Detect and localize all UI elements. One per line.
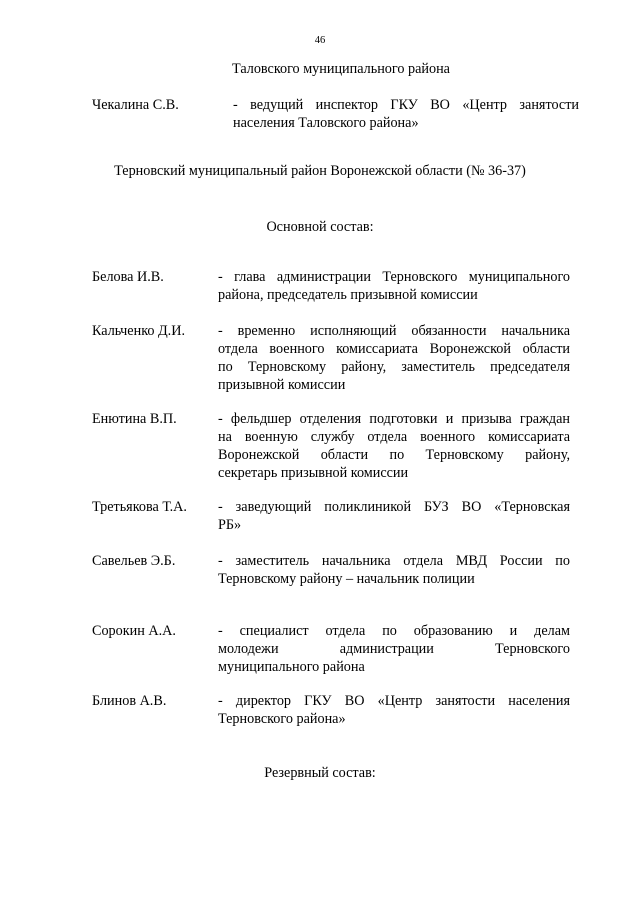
description-line: - директор ГКУ ВО «Центр занятости населения: [218, 693, 570, 709]
description-line: Терновского района»: [218, 711, 346, 727]
member-name: Третьякова Т.А.: [92, 499, 187, 515]
member-description: [218, 498, 570, 534]
district-heading: Терновский муниципальный район Воронежской области (№ 36-37): [114, 163, 526, 179]
description-line: призывной комиссии: [218, 377, 346, 393]
description-line: муниципального района: [218, 659, 365, 675]
description-line: населения Таловского района»: [233, 115, 419, 131]
member-description: [218, 410, 570, 482]
member-name: Савельев Э.Б.: [92, 553, 176, 569]
member-name: Енютина В.П.: [92, 411, 177, 427]
description-line: Терновскому району – начальник полиции: [218, 571, 475, 587]
description-line: молодежи администрации Терновского: [218, 641, 570, 657]
page-number: 46: [314, 35, 326, 46]
member-name: Чекалина С.В.: [92, 97, 179, 113]
member-description: [218, 552, 570, 588]
member-name: Сорокин А.А.: [92, 623, 176, 639]
description-line: - фельдшер отделения подготовки и призыва граждан: [218, 411, 570, 427]
description-line: - специалист отдела по образованию и делам: [218, 623, 570, 639]
description-line: секретарь призывной комиссии: [218, 465, 409, 481]
member-name: Блинов А.В.: [92, 693, 167, 709]
description-line: - заведующий поликлиникой БУЗ ВО «Терновская: [218, 499, 570, 515]
member-description: [218, 622, 570, 676]
description-line: по Терновскому району, заместитель председателя: [218, 359, 570, 375]
reserve-composition-heading: Резервный состав:: [264, 765, 376, 781]
member-description: [233, 96, 579, 132]
description-line: отдела военного комиссариата Воронежской области: [218, 341, 570, 357]
description-line: на военную службу отдела военного комиссариата: [218, 429, 570, 445]
description-line: района, председатель призывной комиссии: [218, 287, 478, 303]
description-line: - временно исполняющий обязанности начальника: [218, 323, 570, 339]
description-line: Воронежской области по Терновскому району,: [218, 447, 570, 463]
member-name: Белова И.В.: [92, 269, 164, 285]
main-composition-heading: Основной состав:: [266, 219, 374, 235]
description-line: - ведущий инспектор ГКУ ВО «Центр занятости: [233, 97, 579, 113]
description-line: - заместитель начальника отдела МВД России по: [218, 553, 570, 569]
member-name: Кальченко Д.И.: [92, 323, 186, 339]
description-line: - глава администрации Терновского муниципального: [218, 269, 570, 285]
member-description: [218, 692, 570, 728]
description-line: РБ»: [218, 517, 242, 533]
member-description: [218, 268, 570, 304]
member-description: [218, 322, 570, 394]
continuation-title: Таловского муниципального района: [232, 61, 450, 77]
